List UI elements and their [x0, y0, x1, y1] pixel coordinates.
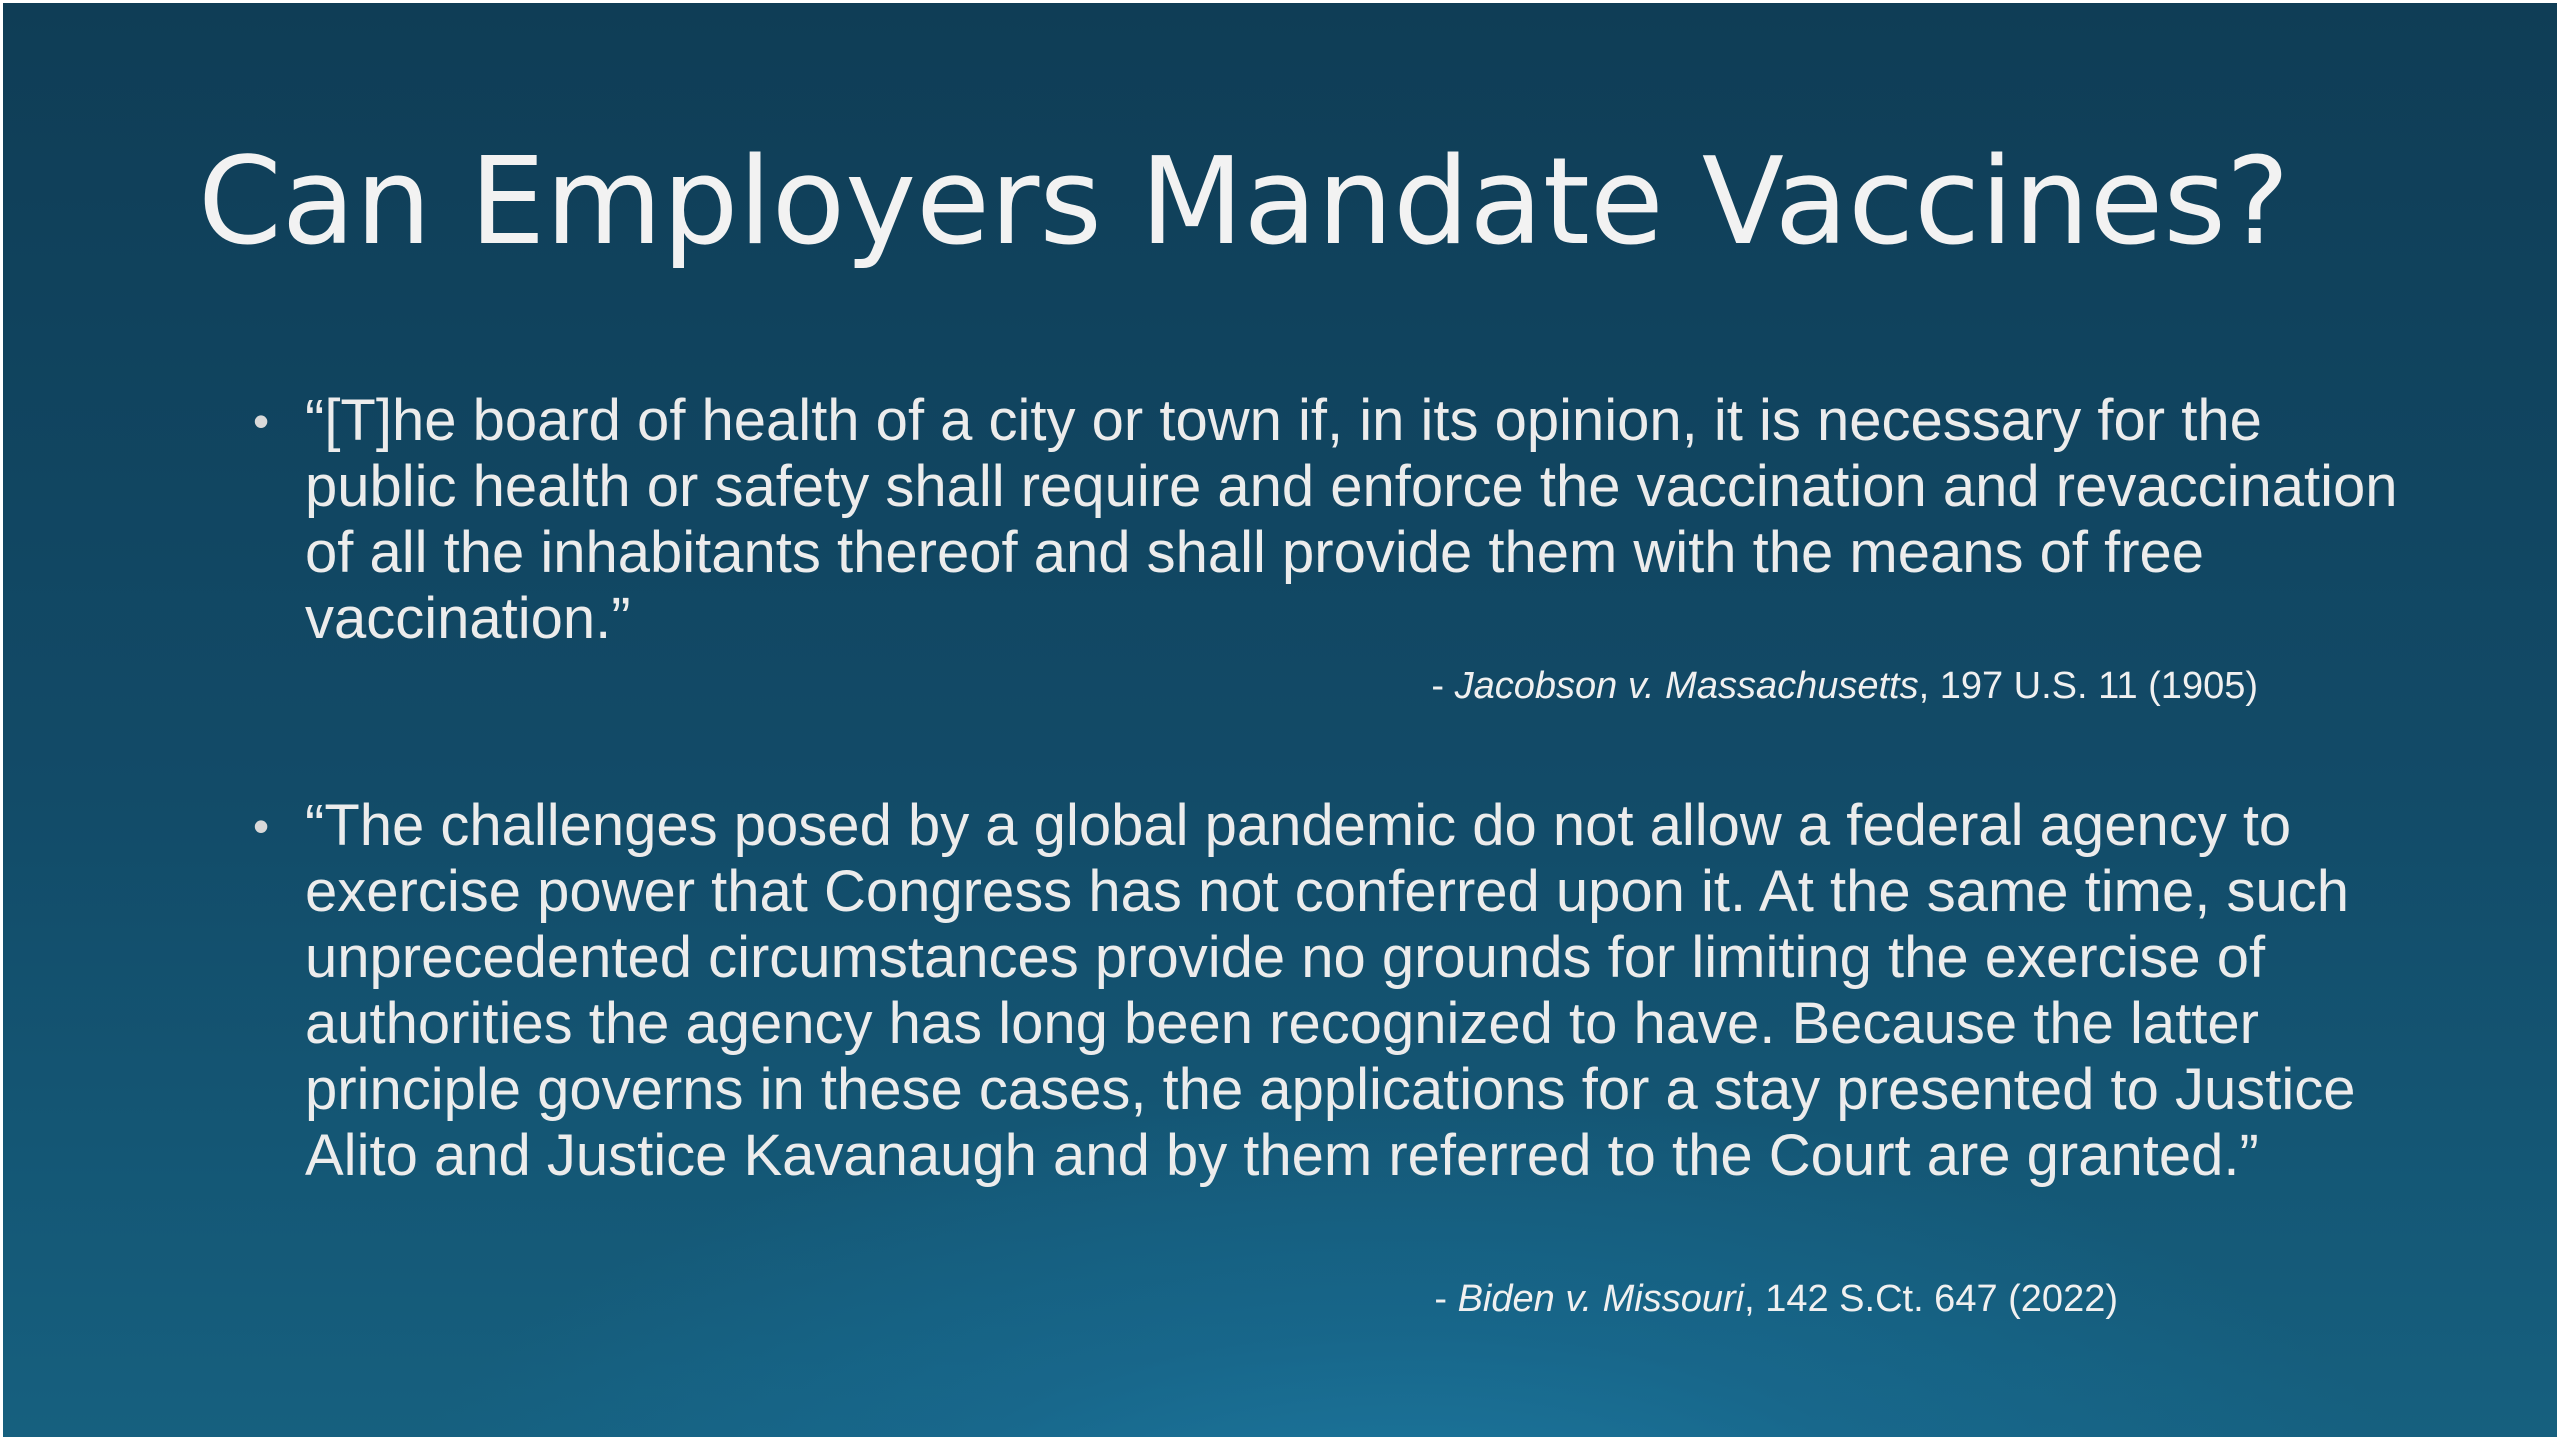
citation-case-name: Jacobson v. Massachusetts	[1454, 665, 1919, 707]
quote-biden: “The challenges posed by a global pandemic do not allow a federal agency to exercise power that Congress has not conferred upon it. At the same time, such unprecedented circumstances provide no grounds for limiting the exercise of authorities the agency has long been recognized to have. Because the latter principle governs in these cases, the applications for a stay presented to Justice Alito and Justice Kavanaugh and by them referred to the Court are granted.”	[305, 793, 2356, 1188]
bullet-item-biden	[253, 793, 2403, 1320]
slide-title: Can Employers Mandate Vaccines?	[198, 133, 2290, 272]
citation-reference: , 142 S.Ct. 647 (2022)	[1744, 1278, 2118, 1320]
bullet-dot-icon: •	[253, 800, 270, 852]
bullet-list-1	[253, 388, 2403, 707]
citation-reference: , 197 U.S. 11 (1905)	[1918, 665, 2258, 707]
slide	[3, 3, 2557, 1437]
quote-jacobson: “[T]he board of health of a city or town if, in its opinion, it is necessary for the public health or safety shall require and enforce the vaccination and revaccination of all the inhabitants thereof and shall provide them with the means of free vaccination.”	[305, 388, 2398, 651]
bullet-list-2	[253, 793, 2403, 1320]
bullet-item-jacobson	[253, 388, 2403, 707]
citation-prefix: -	[1434, 1278, 1458, 1320]
bullet-dot-icon: •	[253, 395, 270, 447]
citation-biden	[253, 1276, 2118, 1322]
citation-prefix: -	[1431, 665, 1455, 707]
citation-case-name: Biden v. Missouri	[1457, 1278, 1745, 1320]
citation-jacobson	[253, 663, 2258, 709]
